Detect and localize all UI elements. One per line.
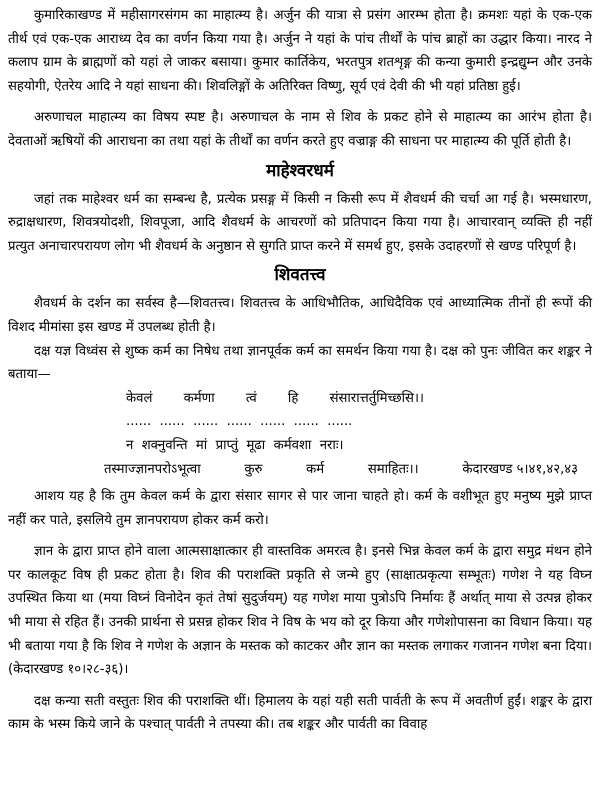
verse-word: हि	[287, 390, 299, 406]
paragraph-kumarikakhand: कुमारिकाखण्ड में महीसागरसंगम का माहात्म्य है। अर्जुन की यात्रा से प्रसंग आरम्भ होता है। क्रमशः यहां के एक-एक तीर्थ एवं एक-एक आराध्य देव का वर्णन किया गया है। अर्जुन ने यहां के पांच तीर्थों के पांच ब्राहों का उद्धार किया। नारद ने कलाप ग्राम के ब्राह्मणों को यहां ले जाकर बसाया। कुमार कार्तिकेय, भरतपुत्र शतशृङ्ग की कन्या कुमारी इन्द्रद्युम्न और उनके सहयोगी, ऐतरेय आदि ने यहां साधना की। शिवलिङ्गों के अतिरिक्त विष्णु, सूर्य एवं देवी की भी यहां प्रतिष्ठा हुई।	[8, 8, 592, 94]
verse-word: त्वं	[245, 390, 257, 406]
paragraph-ashay: आशय यह है कि तुम केवल कर्म के द्वारा संसार सागर से पार जाना चाहते हो। कर्म के वशीभूत हुए मनुष्य मुझे प्राप्त नहीं कर पाते, इसलिये तुम ज्ञानपरायण होकर कर्म करो।	[8, 489, 592, 528]
verse-line-4	[104, 458, 578, 482]
paragraph-shivatattva: शैवधर्म के दर्शन का सर्वस्व है—शिवतत्त्व। शिवतत्त्व के आधिभौतिक, आधिदैविक एवं आध्यात्मिक तीनों ही रूपों की विशद मीमांसा इस खण्ड में उपलब्ध होती है।	[8, 296, 592, 335]
paragraph-daksha-yajna: दक्ष यज्ञ विध्वंस से शुष्क कर्म का निषेध तथा ज्ञानपूर्वक कर्म का समर्थन किया गया है। दक्ष को पुनः जीवित कर शङ्कर ने बताया—	[8, 343, 592, 383]
heading-maheshwardharma: माहेश्वरधर्म	[266, 160, 334, 181]
verse-word: कुरु	[244, 461, 263, 477]
verse-word: तस्माज्ज्ञानपरोऽभूत्वा	[104, 461, 201, 477]
verse-block	[104, 387, 592, 481]
verse-line-1	[126, 387, 424, 411]
verse-word: संसारात्तर्तुमिच्छसि।।	[329, 390, 424, 406]
verse-ellipsis: ...... ...... ...... ...... ...... ...... ......	[126, 414, 353, 430]
paragraph-maheshwardharma: जहां तक माहेश्वर धर्म का सम्बन्ध है, प्रत्येक प्रसङ्ग में किसी न किसी रूप में शैवधर्म की चर्चा आ गई है। भस्मधारण, रुद्राक्षधारण, शिवत्रयोदशी, शिवपूजा, आदि शैवधर्म के आचरणों को प्रतिपादन किया गया है। आचारवान् व्यक्ति ही नहीं प्रत्युत अनाचारपरायण लोग भी शैवधर्म के अनुष्ठान से सुगति प्राप्त करने में समर्थ हुए, इसके उदाहरणों से खण्ड परिपूर्ण है।	[8, 191, 592, 254]
verse-line-2	[126, 410, 592, 434]
verse-word: केवलं	[126, 390, 153, 406]
paragraph-gyan: ज्ञान के द्वारा प्राप्त होने वाला आत्मसाक्षात्कार ही वास्तविक अमरत्व है। इनसे भिन्न केवल कर्म के द्वारा समुद्र मंथन होने पर कालकूट विष ही प्रकट होता है। शिव की पराशक्ति प्रकृति से जन्मे हुए (साक्षात्प्रकृत्या सम्भूतः) गणेश ने यह विघ्न उपस्थित किया था (मया विघ्नं विनोदेन कृतं तेषां सुदुर्जयम्) यह गणेश माया पुत्रोऽपि निर्मायः हैं अर्थात् माया से उत्पन्न होकर भी माया से रहित हैं। उनकी प्रार्थना से प्रसन्न होकर शिव ने विष के भय को दूर किया और गणेशोपासना का विधान किया। यह भी बताया गया है कि शिव ने गणेश के अज्ञान के मस्तक को काटकर और ज्ञान का मस्तक लगाकर गजानन गणेश बना दिया। (केदारखण्ड १०।२८-३६)।	[8, 544, 592, 678]
verse-text: न शक्नुवन्ति मां प्राप्तुं मूढा कर्मवशा नराः।	[126, 437, 344, 453]
verse-word: समाहितः।।	[367, 461, 419, 477]
verse-citation: केदारखण्ड ५।४१,४२,४३	[462, 461, 578, 477]
verse-word: कर्म	[306, 461, 325, 477]
verse-line-3	[126, 434, 592, 458]
paragraph-sati: दक्ष कन्या सती वस्तुतः शिव की पराशक्ति थीं। हिमालय के यहां यही सती पार्वती के रूप में अवतीर्ण हुईं। शङ्कर के द्वारा काम के भस्म किये जाने के पश्चात् पार्वती ने तपस्या की। तब शङ्कर और पार्वती का विवाह	[8, 693, 592, 733]
heading-shivatattva: शिवतत्त्व	[274, 265, 326, 286]
verse-word: कर्मणा	[183, 390, 215, 406]
paragraph-arunachal: अरुणाचल माहात्म्य का विषय स्पष्ट है। अरुणाचल के नाम से शिव के प्रकट होने से माहात्म्य का आरंभ होता है। देवताओं ऋषियों की आराधना का तथा यहां के तीर्थों का वर्णन करते हुए वज्राङ्ग की साधना पर माहात्म्य की पूर्ति होती है।	[8, 110, 592, 149]
